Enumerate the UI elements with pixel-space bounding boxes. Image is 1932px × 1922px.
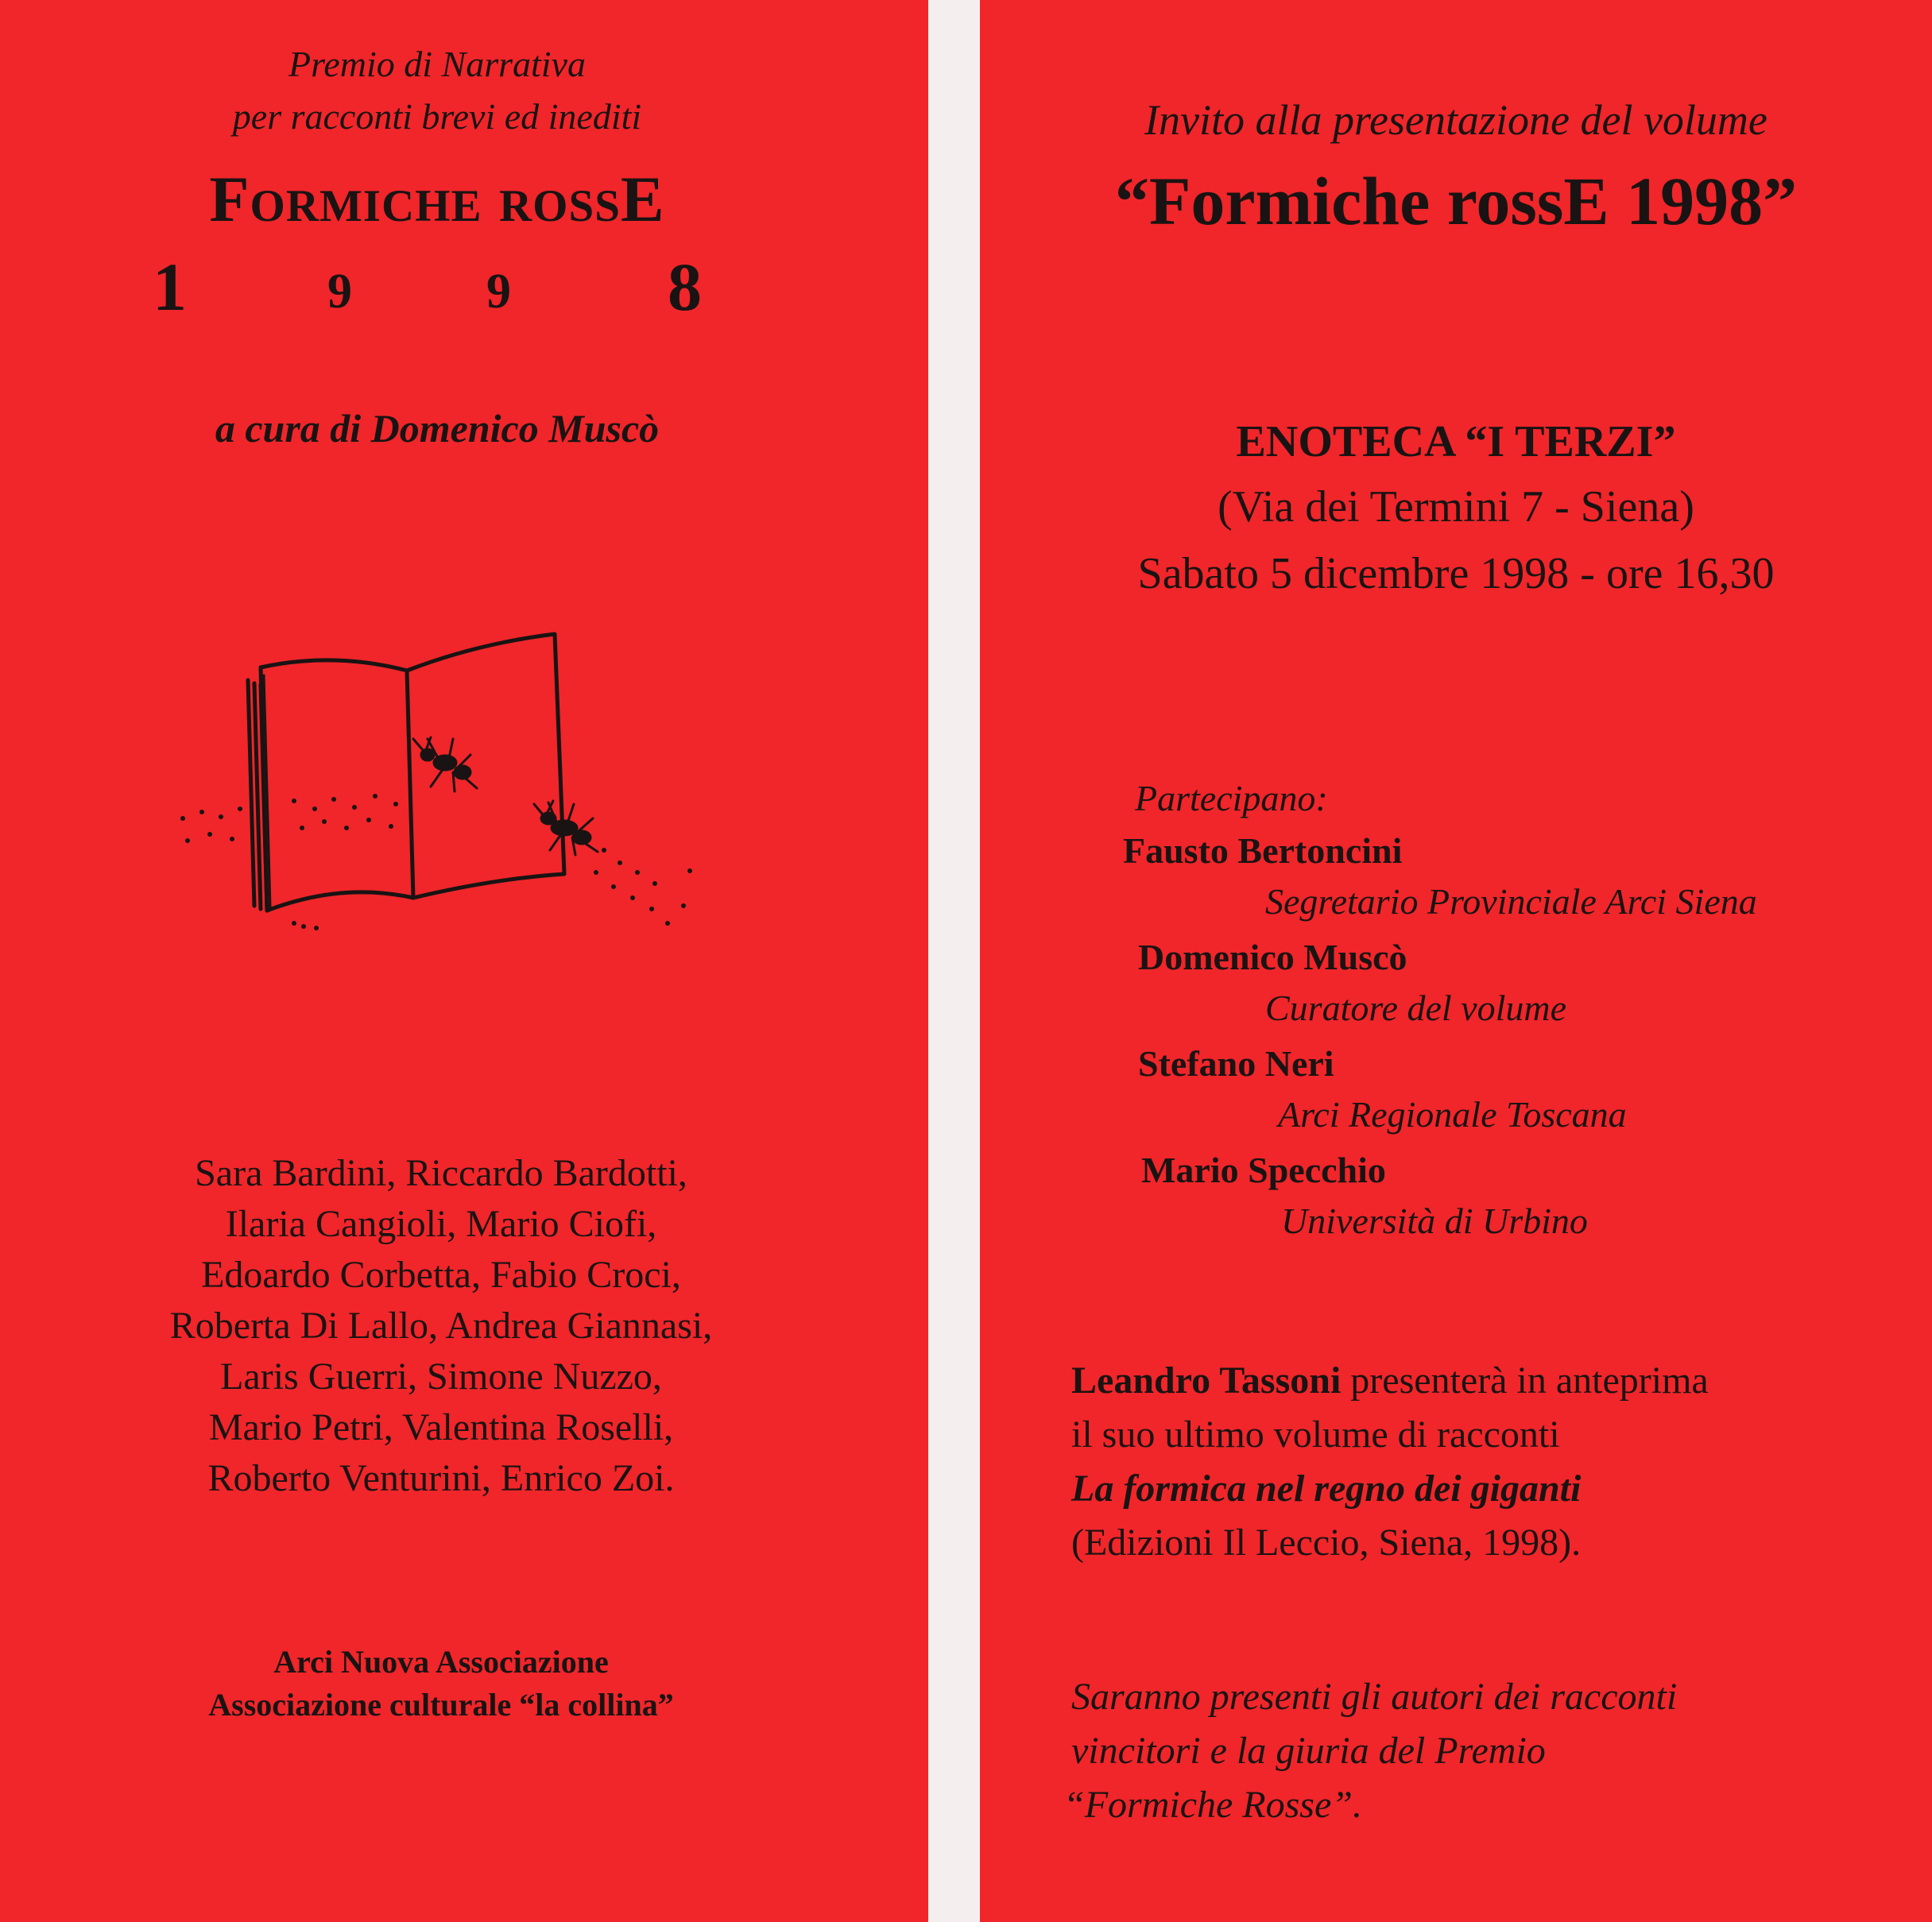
presenter-text: presenterà in anteprima bbox=[1341, 1359, 1709, 1402]
authors-line: Roberta Di Lallo, Andrea Giannasi, bbox=[169, 1305, 713, 1347]
authors-line: Roberto Venturini, Enrico Zoi. bbox=[207, 1457, 675, 1499]
authors-line: Laris Guerri, Simone Nuzzo, bbox=[220, 1355, 662, 1398]
closing-line: vincitori e la giuria del Premio bbox=[1071, 1730, 1546, 1772]
cover-title: Formiche rossE bbox=[209, 163, 665, 235]
year-digit-3: 9 bbox=[486, 265, 511, 319]
participant-role: Segretario Provinciale Arci Siena bbox=[1265, 881, 1757, 922]
participant-role: Arci Regionale Toscana bbox=[1278, 1094, 1627, 1135]
event-date-time: Sabato 5 dicembre 1998 - ore 16,30 bbox=[1137, 549, 1775, 598]
year-digit-4: 8 bbox=[668, 249, 702, 325]
right-panel bbox=[980, 0, 1932, 1922]
year-digit-2: 9 bbox=[327, 265, 352, 319]
participant-name: Mario Specchio bbox=[1141, 1150, 1386, 1190]
curator-credit: a cura di Domenico Muscò bbox=[215, 406, 660, 451]
open-book-with-ants-icon bbox=[175, 620, 715, 953]
award-line-2: per racconti brevi ed inediti bbox=[232, 96, 642, 137]
organizer-2: Associazione culturale “la collina” bbox=[208, 1687, 674, 1723]
volume-title: “Formiche rossE 1998” bbox=[1114, 163, 1798, 239]
authors-line: Mario Petri, Valentina Roselli, bbox=[208, 1406, 674, 1448]
presenter-announcement bbox=[1071, 1359, 1709, 1402]
publisher-info: (Edizioni Il Leccio, Siena, 1998). bbox=[1071, 1522, 1582, 1564]
invitation-heading: Invito alla presentazione del volume bbox=[1144, 96, 1767, 144]
authors-line: Ilaria Cangioli, Mario Ciofi, bbox=[225, 1203, 657, 1245]
closing-line: “Formiche Rosse”. bbox=[1063, 1784, 1362, 1826]
authors-line: Sara Bardini, Riccardo Bardotti, bbox=[195, 1152, 687, 1194]
presenter-line-2: il suo ultimo volume di racconti bbox=[1071, 1413, 1560, 1456]
venue-address: (Via dei Termini 7 - Siena) bbox=[1218, 482, 1694, 532]
presenter-name: Leandro Tassoni bbox=[1071, 1359, 1342, 1402]
left-panel bbox=[0, 0, 928, 1922]
participants-heading: Partecipano: bbox=[1135, 778, 1328, 818]
year-digit-1: 1 bbox=[153, 249, 187, 325]
authors-list bbox=[0, 1148, 882, 1504]
participant-name: Stefano Neri bbox=[1138, 1043, 1334, 1084]
authors-line: Edoardo Corbetta, Fabio Croci, bbox=[201, 1254, 681, 1296]
organizer-1: Arci Nuova Associazione bbox=[273, 1644, 609, 1680]
award-line-1: Premio di Narrativa bbox=[288, 44, 586, 84]
participant-name: Fausto Bertoncini bbox=[1123, 830, 1403, 871]
participant-role: Università di Urbino bbox=[1281, 1201, 1588, 1241]
venue-name: ENOTECA “I TERZI” bbox=[1236, 417, 1676, 466]
book-title: La formica nel regno dei giganti bbox=[1071, 1468, 1582, 1510]
closing-line: Saranno presenti gli autori dei racconti bbox=[1071, 1676, 1678, 1718]
participant-name: Domenico Muscò bbox=[1138, 937, 1407, 977]
participant-role: Curatore del volume bbox=[1265, 988, 1567, 1028]
